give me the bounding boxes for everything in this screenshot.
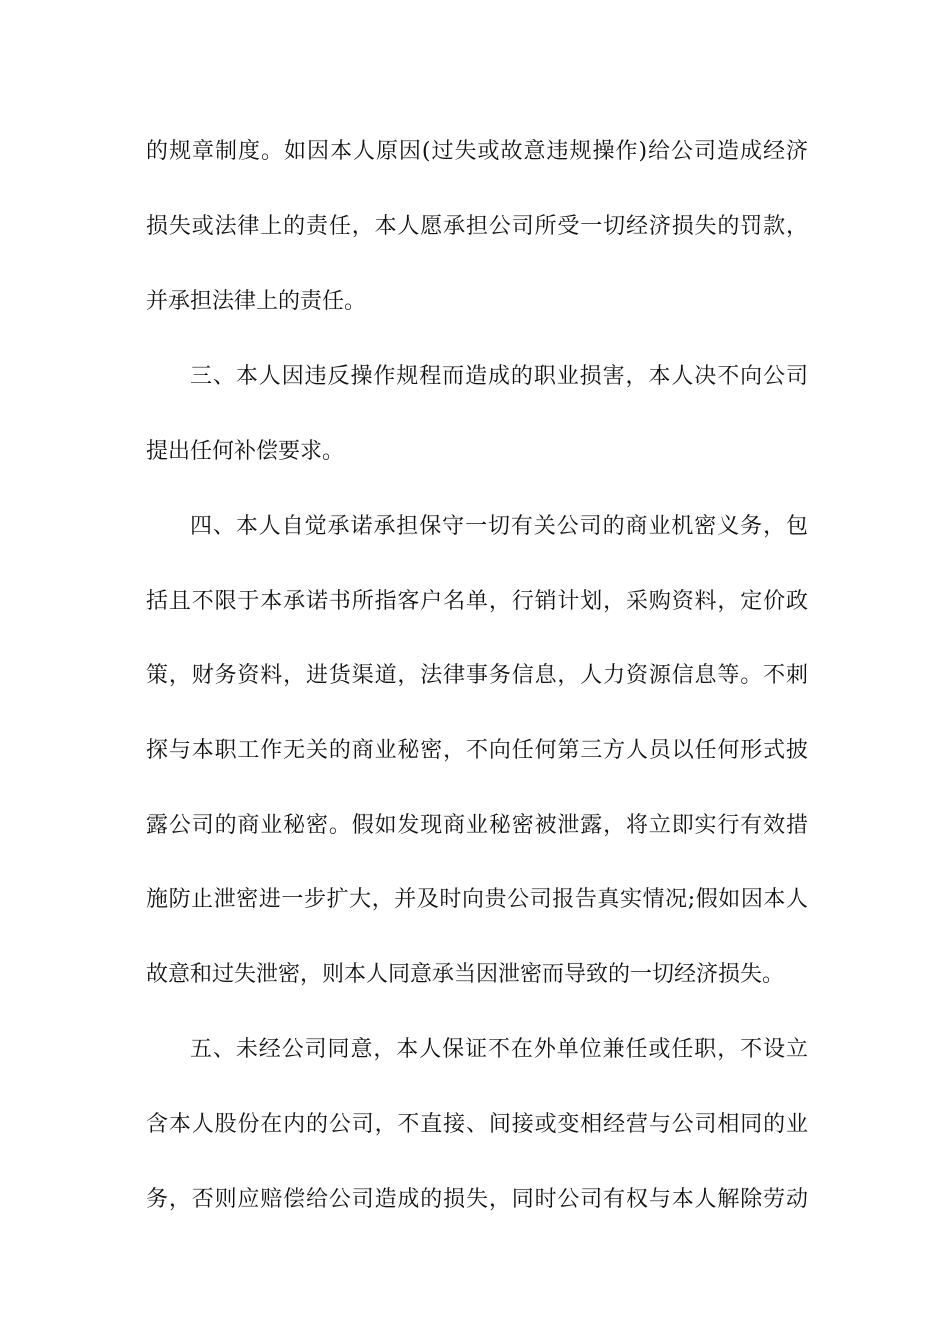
body-text-line: 损失或法律上的责任，本人愿承担公司所受一切经济损失的罚款， xyxy=(146,214,808,239)
body-text-line: 故意和过失泄密，则本人同意承当因泄密而导致的一切经济损失。 xyxy=(146,962,785,987)
body-text-line: 施防止泄密进一步扩大，并及时向贵公司报告真实情况;假如因本人 xyxy=(146,887,808,912)
body-text-line: 提出任何补偿要求。 xyxy=(146,439,345,464)
body-text-line: 策，财务资料，进货渠道，法律事务信息，人力资源信息等。不刺 xyxy=(146,663,808,688)
body-text-line: 露公司的商业秘密。假如发现商业秘密被泄露，将立即实行有效措 xyxy=(146,813,808,838)
body-text-line: 括且不限于本承诺书所指客户名单，行销计划，采购资料，定价政 xyxy=(146,589,808,614)
body-text-line: 含本人股份在内的公司，不直接、间接或变相经营与公司相同的业 xyxy=(146,1112,808,1137)
body-text-line: 探与本职工作无关的商业秘密，不向任何第三方人员以任何形式披 xyxy=(146,738,808,763)
clause-five-first-line: 五、未经公司同意，本人保证不在外单位兼任或任职，不设立 xyxy=(190,1037,808,1062)
clause-four-first-line: 四、本人自觉承诺承担保守一切有关公司的商业机密义务，包 xyxy=(190,514,808,539)
clause-three-first-line: 三、本人因违反操作规程而造成的职业损害，本人决不向公司 xyxy=(190,364,808,389)
body-text-line: 的规章制度。如因本人原因(过失或故意违规操作)给公司造成经济 xyxy=(146,139,808,164)
body-text-line: 并承担法律上的责任。 xyxy=(146,289,367,314)
body-text-line: 务，否则应赔偿给公司造成的损失，同时公司有权与本人解除劳动 xyxy=(146,1187,808,1212)
